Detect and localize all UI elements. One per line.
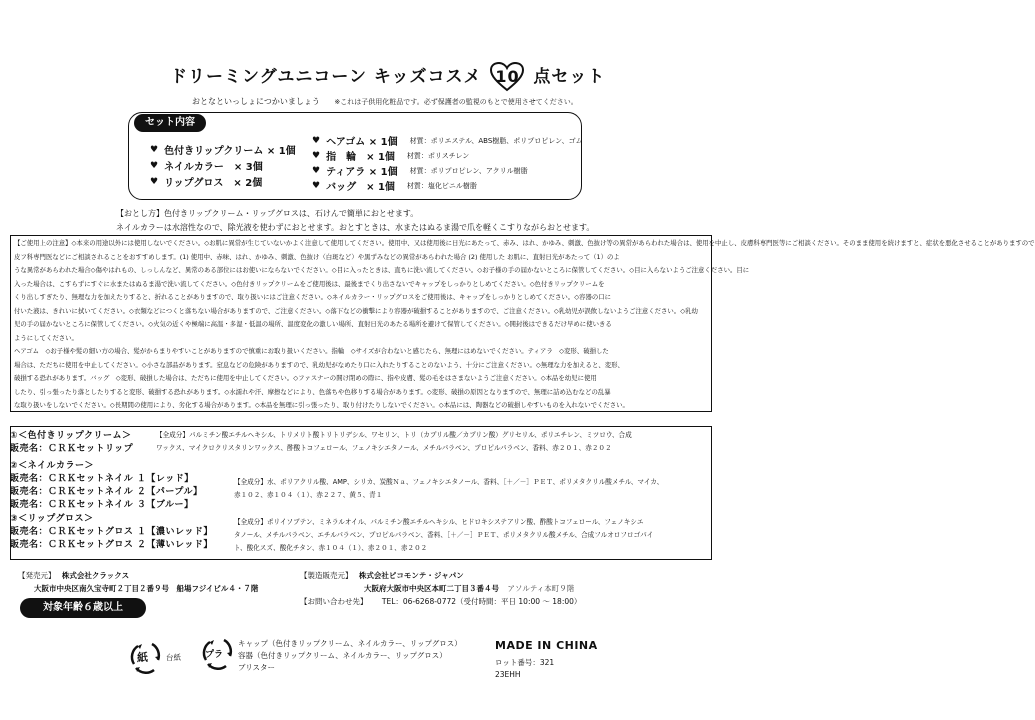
manufacturer-address-extra: アソルティ本町９階 <box>507 584 575 593</box>
ingredients-line: 赤１０２、赤１０４（１）、赤２２７、黄５、青１ <box>234 491 383 499</box>
caution-line: うな異常があらわれた場合◇傷やはれもの、しっしんなど、異常のある部位にはお使いにならないでください。◇目に入ったときは、直ちに洗い流してください。◇お子様の手の届かないところに保管してください。◇目に入らないようご注意ください。目に <box>14 266 750 274</box>
heart-bullet-icon: ♥ <box>312 150 321 161</box>
inquiry-tel: TEL：06-6268-0772（受付時間：平日 10:00 ～ 18:00） <box>381 597 582 606</box>
removal-instructions <box>116 207 636 235</box>
caution-line: な取り扱いをしないでください。◇長期間の使用により、劣化する場合があります。◇本品を無理に引っ張ったり、取り付けたりしないでください。◇本品には、陶器などの破損しやすいものを入れないでください。 <box>14 401 629 409</box>
paper-mark-desc: 台紙 <box>166 653 181 662</box>
title-suffix: 点セット <box>533 67 606 87</box>
lot-code: 23EHH <box>495 670 521 679</box>
seller-block <box>18 570 129 581</box>
title-count: 10 <box>495 67 520 86</box>
subtitle-note <box>192 96 578 107</box>
manufacturer-name: 株式会社ピコモンテ・ジャパン <box>358 571 464 580</box>
caution-line: 破損する恐れがあります。バッグ ◇変形、破損した場合は、ただちに使用を中止してください。◇ファスナーの開け閉めの際に、指や皮膚、髪の毛をはさまないようご注意ください。◇本品を幼児に使用 <box>14 374 597 382</box>
title-text: ドリーミングユニコーン キッズコスメ <box>170 67 482 87</box>
inquiry-label: 【お問い合わせ先】 <box>300 597 368 606</box>
caution-line: ヘアゴム ◇お子様や髪の細い方の場合、髪がからまりやすいことがありますので慎重にお取り扱いください。指輪 ◇サイズが合わないと感じたら、無理にはめないでください。ティアラ ◇変形、破損した <box>14 347 609 355</box>
content-item <box>312 163 528 178</box>
lot-number: ロット番号：321 <box>495 658 555 667</box>
content-item-material: 材質：ポリプロピレン、アクリル樹脂 <box>409 166 528 175</box>
seller-label: 【発売元】 <box>18 571 56 580</box>
manufacturer-address-block <box>364 583 574 594</box>
manufacturer-block <box>300 570 464 581</box>
product-name: 販売名：ＣＲＫセットリップ <box>10 444 134 454</box>
inquiry-block <box>300 596 581 607</box>
heart-bullet-icon: ♥ <box>150 176 159 187</box>
caution-line: ようにしてください。 <box>14 333 78 342</box>
ingredients-line: タノール、メチルパラベン、エチルパラベン、プロピルパラベン、香料、［＋／－］ＰＥＴ、ポリメタクリル酸メチル、合成フルオロフロゴパイ <box>234 531 654 539</box>
content-item <box>312 133 583 148</box>
age-badge: 対象年齢６歳以上 <box>20 598 146 618</box>
seller-name: 株式会社クラックス <box>61 571 130 580</box>
product-name: 販売名：ＣＲＫセットネイル ２【パープル】 <box>10 487 203 497</box>
plastic-blister: ブリスター <box>238 663 276 672</box>
product-header: ①＜色付きリップクリーム＞ <box>10 431 132 441</box>
content-item-material: 材質：ポリスチレン <box>406 151 470 160</box>
content-item-name: ティアラ × 1個 <box>326 167 398 178</box>
page-title <box>170 62 605 92</box>
caution-line: 皮フ科専門医などにご相談されることをおすすめします。(1) 使用中、赤味、はれ、かゆみ、刺激、色抜け（白斑など）や黒ずみなどの異常があらわれた場合 (2) 使用した お肌に、直射日光があたって（1）のよ <box>14 252 620 261</box>
caution-line: くり出しすぎたり、無理な力を加えたりすると、折れることがありますので、取り扱いにはご注意ください。◇ネイルカラー・リップグロスをご使用後は、キャップをしっかりとしめてください。◇容器の口に <box>14 293 612 301</box>
product-name: 販売名：ＣＲＫセットネイル ３【ブルー】 <box>10 500 194 510</box>
manufacturer-address: 大阪府大阪市中央区本町二丁目３番４号 <box>364 584 499 593</box>
product-name: 販売名：ＣＲＫセットグロス ２【薄いレッド】 <box>10 540 213 550</box>
ingredients-line: 【全成分】パルミチン酸エチルヘキシル、トリメリト酸トリトリデシル、ワセリン、トリ（カプリル酸／カプリン酸）グリセリル、ポリエチレン、ミツロウ、合成 <box>156 431 632 439</box>
ingredients-line: 【全成分】水、ポリアクリル酸、AMP、シリカ、炭酸Ｎａ、フェノキシエタノール、香料、［＋／－］ＰＥＴ、ポリメタクリル酸メチル、マイカ、 <box>234 478 664 486</box>
ingredients-line: 【全成分】ポリイソブテン、ミネラルオイル、パルミチン酸エチルヘキシル、ヒドロキシステアリン酸、酢酸トコフェロール、フェノキシエ <box>234 518 644 526</box>
heart-bullet-icon: ♥ <box>312 165 321 176</box>
subtitle-adult-note: おとなといっしょにつかいましょう <box>192 97 320 106</box>
removal-line: ネイルカラーは水溶性なので、除光液を使わずにおとせます。おとすときは、水またはぬるま湯で爪を軽くこすりながらおとせます。 <box>116 223 595 232</box>
heart-bullet-icon: ♥ <box>150 144 159 155</box>
content-item-material: 材質：塩化ビニル樹脂 <box>406 181 477 190</box>
plastic-cap: キャップ（色付きリップクリーム、ネイルカラー、リップグロス） <box>238 639 462 648</box>
caution-text <box>14 237 1035 413</box>
made-in-label: MADE IN CHINA <box>495 639 598 652</box>
content-item-name: ヘアゴム × 1個 <box>326 137 398 148</box>
paper-mark-label: 紙 <box>137 651 148 664</box>
product-name: 販売名：ＣＲＫセットグロス １【濃いレッド】 <box>10 527 213 537</box>
heart-count-badge <box>490 62 524 92</box>
subtitle-warning: ※これは子供用化粧品です。必ず保護者の監視のもとで使用させてください。 <box>334 98 578 106</box>
heart-bullet-icon: ♥ <box>150 160 159 171</box>
ingredients-line: ト、酸化スズ、酸化チタン、赤１０４（１）、赤２０１、赤２０２ <box>234 544 428 552</box>
heart-bullet-icon: ♥ <box>312 135 321 146</box>
content-item-name: 指 輪 × 1個 <box>326 152 395 163</box>
plastic-mark-label: プラ <box>205 650 224 660</box>
manufacturer-label: 【製造販売元】 <box>300 571 353 580</box>
set-contents-label: セット内容 <box>134 114 206 132</box>
caution-line: 場合は、ただちに使用を中止してください。◇小さな部品があります。窒息などの危険がありますので、乳幼児がなめたり口に入れたりすることのないよう、十分にご注意ください。◇無理な力を加えると、変形、 <box>14 360 624 369</box>
content-item-name: ネイルカラー × 3個 <box>164 162 263 173</box>
content-item-material: 材質：ポリエステル、ABS樹脂、ポリプロピレン、ゴム <box>409 136 583 145</box>
product-header: ③＜リップグロス＞ <box>10 514 94 524</box>
content-item <box>150 142 296 157</box>
heart-bullet-icon: ♥ <box>312 180 321 191</box>
plastic-container: 容器（色付きリップクリーム、ネイルカラー、リップグロス） <box>238 651 447 660</box>
content-item <box>312 178 477 193</box>
product-header: ②＜ネイルカラー＞ <box>10 461 94 471</box>
caution-line: 入った場合は、こすらずにすぐに水またはぬるま湯で洗い流してください。◇色付きリップクリームをご使用後は、最後までくり出さないでキャップをしっかりとしめてください。◇色付きリップクリームを <box>14 279 605 288</box>
content-item-name: バッグ × 1個 <box>326 182 395 193</box>
content-item <box>312 148 469 163</box>
content-item <box>150 174 262 189</box>
removal-line: 【おとし方】色付きリップクリーム・リップグロスは、石けんで簡単におとせます。 <box>116 209 419 218</box>
caution-line: 付いた液は、きれいに拭いてください。◇衣類などにつくと落ちない場合がありますので、ご注意ください。◇落下などの衝撃により容器が破損することがありますので、ご注意ください。◇乳幼児が誤飲しないようご注意ください。◇乳幼 <box>14 306 698 315</box>
content-item <box>150 158 263 173</box>
caution-line: 【ご使用上の注意】◇本来の用途以外には使用しないでください。◇お肌に異常が生じていないかよく注意して使用してください。使用中、又は使用後に日光にあたって、赤み、はれ、かゆみ、刺激、色抜け等の異常があらわれた場合は、使用を中止し、皮膚科専門医等にご相談ください。そのまま使用を続けますと、症状を悪化させることがありますので <box>14 239 1035 247</box>
seller-address: 大阪市中央区南久宝寺町２丁目２番９号 船場フジイビル４・７階 <box>34 584 259 593</box>
product-name: 販売名：ＣＲＫセットネイル １【レッド】 <box>10 474 194 484</box>
caution-line: したり、引っ張ったり落としたりすると変形、破損する恐れがあります。◇水濡れや汗、摩擦などにより、色落ちや色移りする場合があります。◇変形、破損の原因となりますので、無理に詰め込むなどの乱暴 <box>14 387 611 396</box>
caution-line: 児の手の届かないところに保管してください。◇火気の近くや極端に高温・多湿・低温の場所、温度変化の激しい場所、直射日光のあたる場所を避けて保管してください。◇開封後はできるだけ早めに使いきる <box>14 320 612 328</box>
ingredients-line: ワックス、マイクロクリスタリンワックス、酢酸トコフェロール、フェノキシエタノール、メチルパラベン、プロピルパラベン、香料、赤２０１、赤２０２ <box>156 444 612 452</box>
content-item-name: リップグロス × 2個 <box>164 178 263 189</box>
content-item-name: 色付きリップクリーム × 1個 <box>164 146 296 157</box>
